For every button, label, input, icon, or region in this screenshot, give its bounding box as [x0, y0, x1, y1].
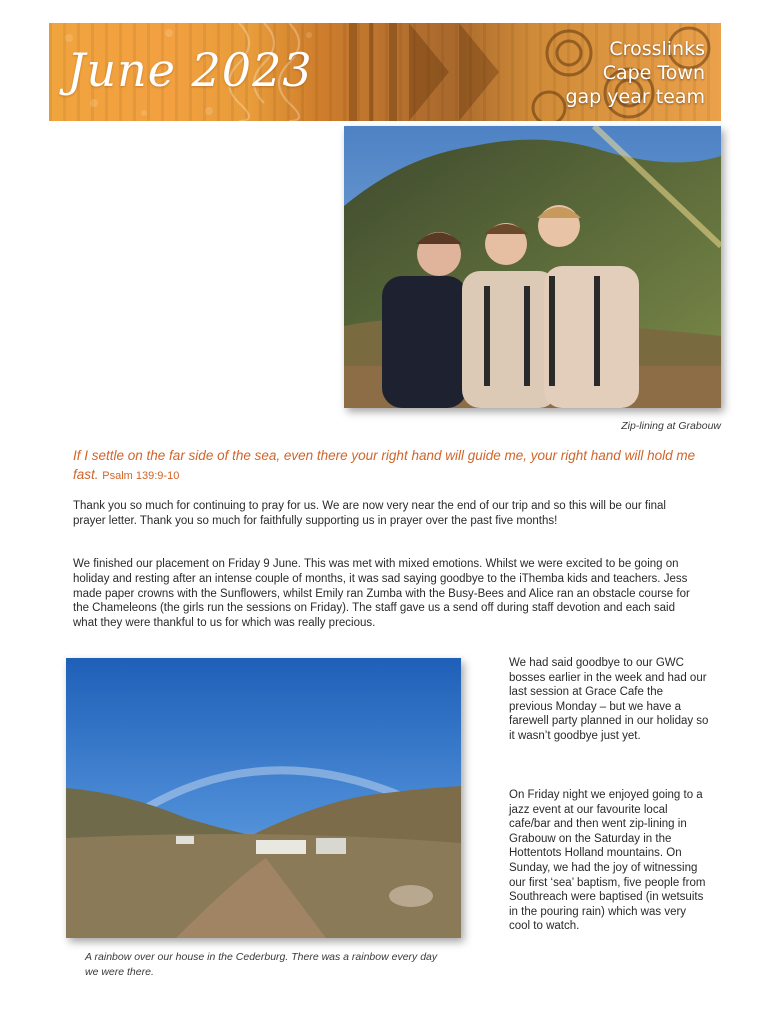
- body-paragraph: Thank you so much for continuing to pray for us. We are now very near the end of our trip and so this will be our final prayer letter. Thank you so much for faithfully supporting us in prayer over the past five months!: [73, 500, 666, 527]
- team-name-line: Crosslinks: [609, 38, 705, 60]
- side-paragraph: On Friday night we enjoyed going to a jazz event at our favourite local cafe/bar and then went zip-lining in Grabouw on the Saturday in the Hottentots Holland mountains. On Sunday, we had the joy of witnessing our first ‘sea’ baptism, five people from Southreach were baptised (in wetsuits in the pouring rain) which was very cool to watch.: [509, 789, 706, 933]
- team-name: [565, 37, 705, 109]
- team-name-line: gap year team: [565, 86, 705, 108]
- rainbow-caption: A rainbow over our house in the Cederburg. There was a rainbow every day we were there.: [85, 951, 438, 978]
- verse-reference: Psalm 139:9-10: [102, 470, 180, 482]
- side-paragraph: We had said goodbye to our GWC bosses earlier in the week and had our last session at Grace Cafe the previous Monday – but we have a farewell party planned in our holiday so it wasn’t goodbye just yet.: [509, 657, 709, 742]
- zipline-caption: Zip-lining at Grabouw: [621, 420, 721, 432]
- team-name-line: Cape Town: [602, 62, 705, 84]
- zipline-photo: [344, 126, 721, 408]
- header-banner: [49, 23, 721, 121]
- bible-verse: [73, 446, 703, 486]
- newsletter-title: June 2023: [67, 43, 313, 97]
- verse-text: If I settle on the far side of the sea, even there your right hand will guide me, your right hand will hold me fast.: [73, 448, 696, 482]
- rainbow-photo: [66, 658, 461, 938]
- body-paragraph: We finished our placement on Friday 9 June. This was met with mixed emotions. Whilst we were excited to be going on holiday and resting after an intense couple of months, it was sad saying goodbye to the iThemba kids and teachers. Jess made paper crowns with the Sunflowers, whilst Emily ran Zumba with the Busy-Bees and Alice ran an obstacle course for the Chameleons (the girls run the sessions on Friday). The staff gave us a send off during staff devotion and each said what they were thankful to us for which was really precious.: [73, 558, 690, 630]
